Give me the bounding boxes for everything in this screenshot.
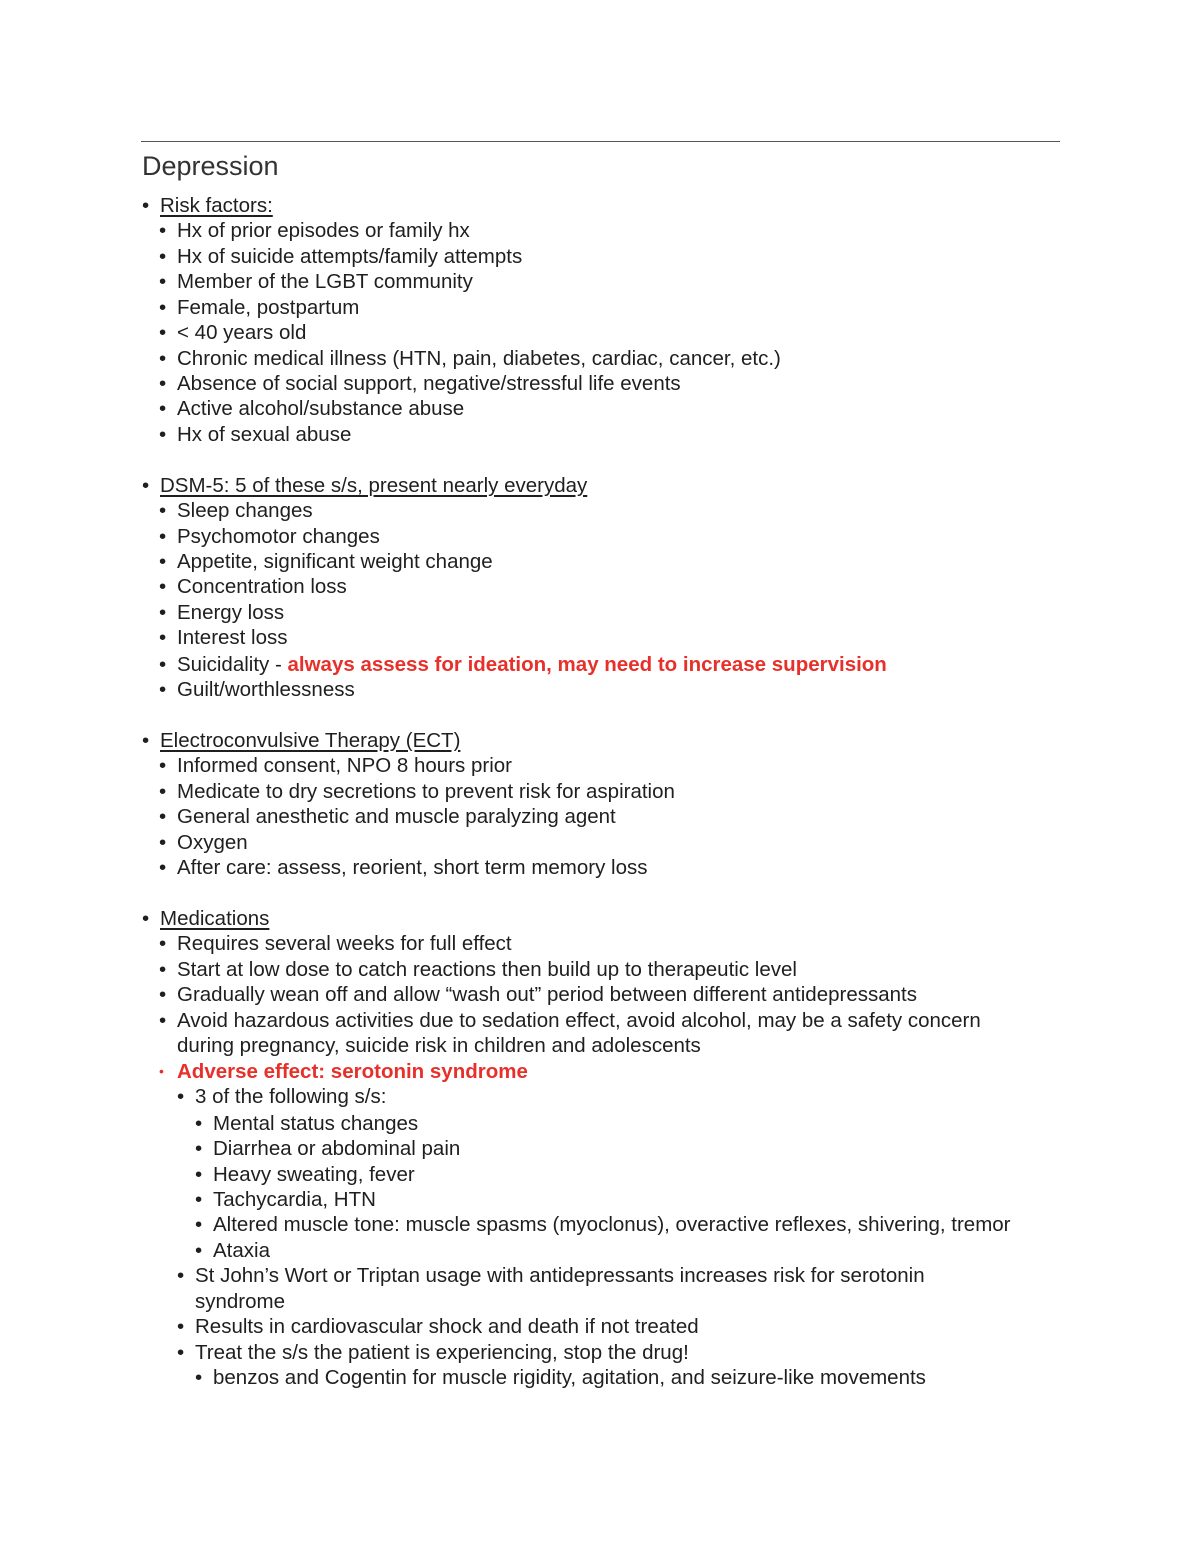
bullet-icon: • — [159, 601, 167, 624]
list-item: • After care: assess, reorient, short term memory loss — [159, 856, 648, 879]
bullet-icon: • — [195, 1213, 203, 1236]
list-item: • Appetite, significant weight change — [159, 550, 493, 573]
ect-heading-line — [142, 728, 460, 753]
dsm-heading-line — [142, 473, 587, 498]
meds-heading: Medications — [160, 907, 270, 930]
list-item: • Oxygen — [159, 831, 248, 854]
list-item: • Concentration loss — [159, 575, 347, 598]
risk-heading: Risk factors: — [160, 194, 273, 217]
list-item: • Absence of social support, negative/stressful life events — [159, 372, 681, 395]
bullet-icon: • — [195, 1188, 203, 1211]
list-item: • Heavy sweating, fever — [195, 1163, 415, 1186]
list-item: • Interest loss — [159, 626, 288, 649]
bullet-icon: • — [159, 831, 167, 854]
bullet-icon: • — [159, 499, 167, 522]
list-item: • Treat the s/s the patient is experiencing, stop the drug! — [177, 1341, 689, 1364]
list-item: • Guilt/worthlessness — [159, 678, 355, 701]
bullet-icon: • — [159, 575, 167, 598]
dsm-heading: DSM-5: 5 of these s/s, present nearly everyday — [160, 474, 588, 497]
list-item: • 3 of the following s/s: — [177, 1085, 387, 1108]
bullet-icon: • — [159, 856, 167, 879]
list-item: • Sleep changes — [159, 499, 313, 522]
bullet-icon: • — [159, 1009, 167, 1032]
bullet-icon: • — [195, 1366, 203, 1389]
bullet-icon: • — [142, 907, 150, 930]
list-item: • Active alcohol/substance abuse — [159, 397, 465, 420]
list-item: • Member of the LGBT community — [159, 270, 473, 293]
list-item: • General anesthetic and muscle paralyzing agent — [159, 805, 616, 828]
risk-heading-line — [142, 193, 273, 218]
list-item: • < 40 years old — [159, 321, 307, 344]
list-item: • Mental status changes — [195, 1112, 419, 1135]
bullet-icon: • — [159, 958, 167, 981]
list-item: • benzos and Cogentin for muscle rigidity, agitation, and seizure-like movements — [195, 1366, 926, 1389]
list-item: • Diarrhea or abdominal pain — [195, 1137, 461, 1160]
bullet-icon: • — [159, 347, 167, 370]
bullet-icon: • — [177, 1315, 185, 1338]
list-item: • Chronic medical illness (HTN, pain, diabetes, cardiac, cancer, etc.) — [159, 347, 781, 370]
bullet-icon: • — [159, 805, 167, 828]
bullet-icon: • — [159, 245, 167, 268]
bullet-icon: • — [195, 1137, 203, 1160]
list-item: • Medicate to dry secretions to prevent risk for aspiration — [159, 780, 675, 803]
bullet-icon: • — [159, 653, 167, 676]
bullet-icon: • — [159, 423, 167, 446]
bullet-icon: • — [177, 1341, 185, 1364]
list-item: • St John’s Wort or Triptan usage with antidepressants increases risk for serotonin — [177, 1264, 925, 1287]
bullet-icon: • — [195, 1163, 203, 1186]
list-item: • Psychomotor changes — [159, 525, 380, 548]
adverse-effect: Adverse effect: serotonin syndrome — [177, 1060, 528, 1083]
bullet-icon: • — [177, 1264, 185, 1287]
bullet-icon: • — [177, 1085, 185, 1108]
list-item-continuation: syndrome — [195, 1290, 286, 1313]
list-item: • Tachycardia, HTN — [195, 1188, 376, 1211]
bullet-icon: • — [159, 1063, 164, 1079]
bullet-icon: • — [159, 270, 167, 293]
list-item: • Start at low dose to catch reactions then build up to therapeutic level — [159, 958, 797, 981]
bullet-icon: • — [159, 321, 167, 344]
list-item: • Informed consent, NPO 8 hours prior — [159, 754, 512, 777]
bullet-icon: • — [159, 525, 167, 548]
suicidality-warning: always assess for ideation, may need to increase supervision — [287, 653, 887, 676]
bullet-icon: • — [159, 983, 167, 1006]
top-divider — [141, 141, 1060, 142]
list-item: • Energy loss — [159, 601, 285, 624]
bullet-icon: • — [159, 754, 167, 777]
list-item: • Suicidality - always assess for ideation, may need to increase supervision — [159, 653, 887, 676]
list-item: • Hx of sexual abuse — [159, 423, 352, 446]
bullet-icon: • — [159, 550, 167, 573]
bullet-icon: • — [159, 397, 167, 420]
list-item: • Gradually wean off and allow “wash out” period between different antidepressants — [159, 983, 917, 1006]
list-item-continuation: during pregnancy, suicide risk in children and adolescents — [177, 1034, 701, 1057]
bullet-icon: • — [159, 372, 167, 395]
bullet-icon: • — [142, 474, 150, 497]
adverse-effect-line — [159, 1059, 528, 1084]
list-item: • Hx of prior episodes or family hx — [159, 219, 470, 242]
bullet-icon: • — [159, 296, 167, 319]
bullet-icon: • — [142, 729, 150, 752]
page-title: Depression — [142, 151, 279, 181]
list-item: • Ataxia — [195, 1239, 270, 1262]
bullet-icon: • — [159, 932, 167, 955]
list-item: • Results in cardiovascular shock and death if not treated — [177, 1315, 699, 1338]
list-item: • Hx of suicide attempts/family attempts — [159, 245, 523, 268]
bullet-icon: • — [159, 219, 167, 242]
ect-heading: Electroconvulsive Therapy (ECT) — [160, 729, 461, 752]
bullet-icon: • — [195, 1239, 203, 1262]
list-item: • Female, postpartum — [159, 296, 360, 319]
list-item: • Altered muscle tone: muscle spasms (myoclonus), overactive reflexes, shivering, tremor — [195, 1213, 1011, 1236]
bullet-icon: • — [159, 626, 167, 649]
list-item: • Requires several weeks for full effect — [159, 932, 512, 955]
bullet-icon: • — [159, 678, 167, 701]
bullet-icon: • — [142, 194, 150, 217]
bullet-icon: • — [195, 1112, 203, 1135]
meds-heading-line — [142, 906, 269, 931]
list-item: • Avoid hazardous activities due to sedation effect, avoid alcohol, may be a safety concern — [159, 1009, 981, 1032]
bullet-icon: • — [159, 780, 167, 803]
